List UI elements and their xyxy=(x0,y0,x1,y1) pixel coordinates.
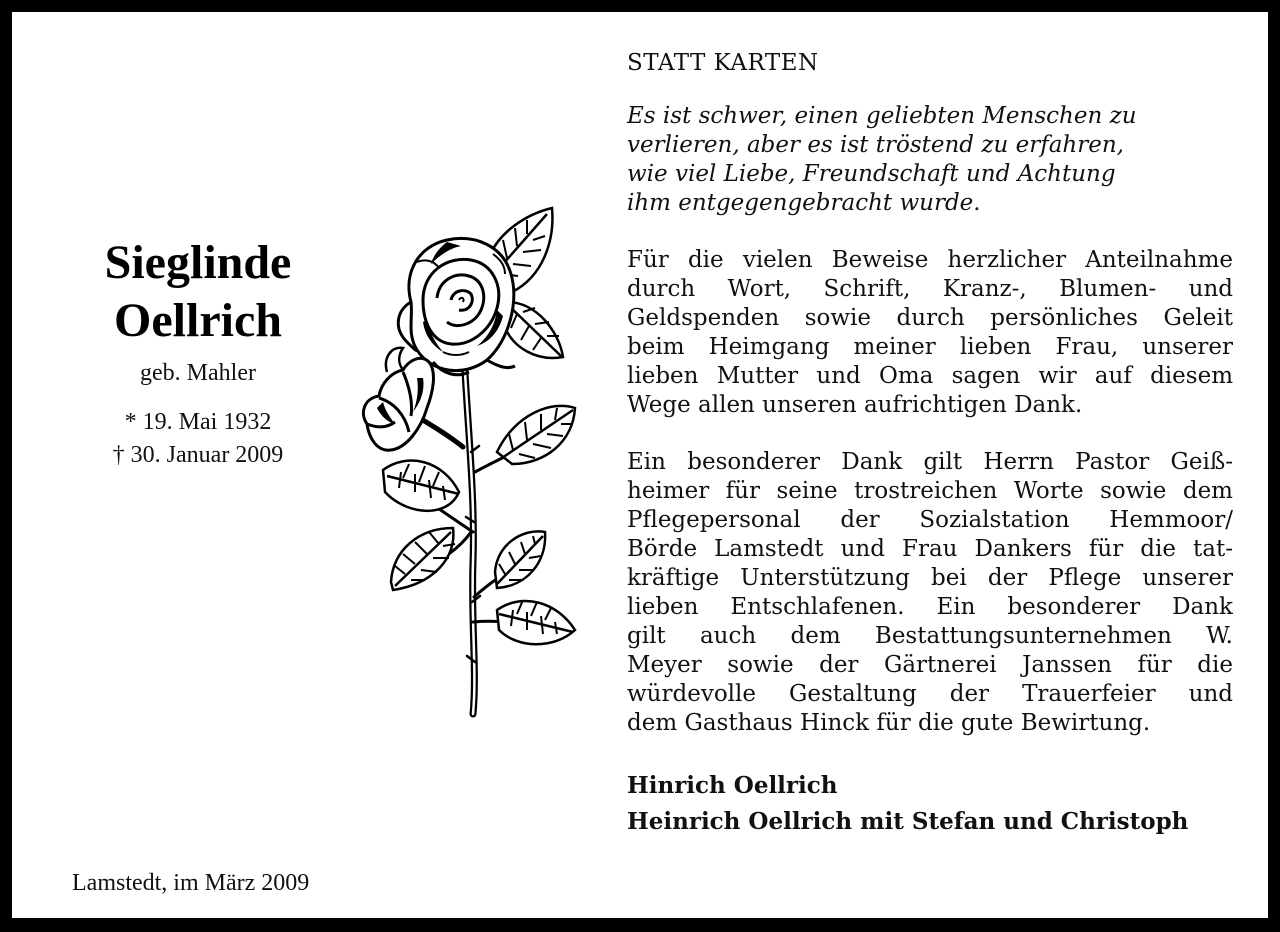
signer-name: Heinrich Oellrich mit Stefan und Christoph xyxy=(627,808,1189,835)
paragraph-line: kräftige Unterstützung bei der Pflege unserer xyxy=(627,565,1233,591)
place-date: Lamstedt, im März 2009 xyxy=(72,870,310,896)
paragraph-line: durch Wort, Schrift, Kranz-, Blumen- und xyxy=(627,276,1233,302)
life-dates xyxy=(62,406,334,472)
paragraph-line: Meyer sowie der Gärtnerei Janssen für die xyxy=(627,652,1233,678)
rose-icon xyxy=(347,202,582,722)
deceased-last-name: Oellrich xyxy=(114,294,282,347)
deceased-first-name: Sieglinde xyxy=(104,236,292,289)
statt-karten-heading: STATT KARTEN xyxy=(627,50,819,76)
paragraph-line: Börde Lamstedt und Frau Dankers für die tat- xyxy=(627,536,1233,562)
paragraph-line: lieben Mutter und Oma sagen wir auf diesem xyxy=(627,363,1233,389)
death-date: † 30. Januar 2009 xyxy=(112,442,284,468)
paragraph-line: Geldspenden sowie durch persönliches Geleit xyxy=(627,305,1233,331)
birth-date: * 19. Mai 1932 xyxy=(124,409,272,435)
paragraph-line: Ein besonderer Dank gilt Herrn Pastor Geiß- xyxy=(627,449,1233,475)
paragraph-line: gilt auch dem Bestattungsunternehmen W. xyxy=(627,623,1233,649)
quote-line: Es ist schwer, einen geliebten Menschen zu xyxy=(627,103,1137,129)
signer-name: Hinrich Oellrich xyxy=(627,772,838,799)
paragraph-line: Wege allen unseren aufrichtigen Dank. xyxy=(627,392,1083,418)
paragraph-line: dem Gasthaus Hinck für die gute Bewirtung. xyxy=(627,710,1151,736)
paragraph-line: Pflegepersonal der Sozialstation Hemmoor/ xyxy=(627,507,1233,533)
quote-line: ihm entgegengebracht wurde. xyxy=(627,190,981,216)
paragraph-line: lieben Entschlafenen. Ein besonderer Dank xyxy=(627,594,1233,620)
birth-name: geb. Mahler xyxy=(140,360,256,386)
signers-block xyxy=(627,768,1233,840)
paragraph-line: heimer für seine trostreichen Worte sowie dem xyxy=(627,478,1233,504)
paragraph-line: beim Heimgang meiner lieben Frau, unserer xyxy=(627,334,1233,360)
paragraph-line: Für die vielen Beweise herzlicher Anteilnahme xyxy=(627,247,1233,273)
quote-line: wie viel Liebe, Freundschaft und Achtung xyxy=(627,161,1116,187)
message-column xyxy=(627,48,1233,840)
thanks-paragraph xyxy=(627,246,1233,420)
condolence-quote xyxy=(627,102,1233,218)
special-thanks-paragraph xyxy=(627,448,1233,738)
paragraph-line: würdevolle Gestaltung der Trauerfeier und xyxy=(627,681,1233,707)
deceased-block xyxy=(62,234,334,472)
quote-line: verlieren, aber es ist tröstend zu erfahren, xyxy=(627,132,1124,158)
